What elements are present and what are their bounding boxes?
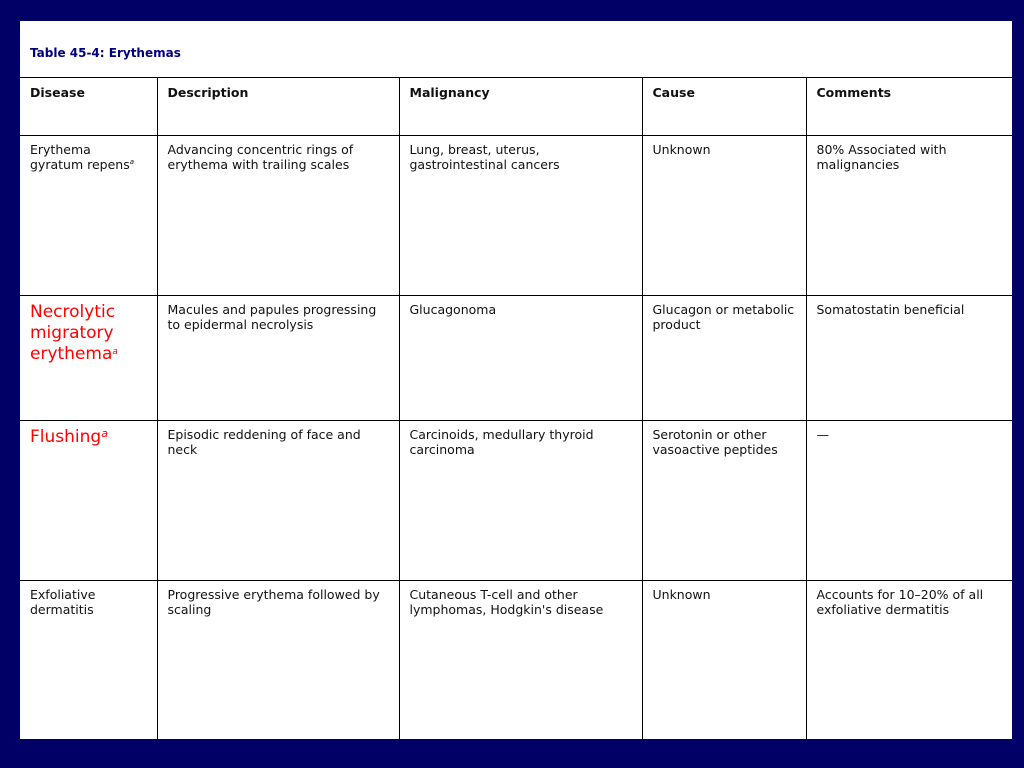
footnote-marker: a [129,157,135,166]
disease-name: Flushing [30,426,102,447]
disease-cell [20,295,157,420]
malignancy-cell: Lung, breast, uterus, gastrointestinal cancers [399,135,642,295]
erythemas-table [20,78,1012,739]
table-row [20,135,1012,295]
header-disease: Disease [20,78,157,135]
comments-cell: 80% Associated with malignancies [806,135,1012,295]
malignancy-cell: Glucagonoma [399,295,642,420]
disease-name: Exfoliative dermatitis [30,586,96,617]
disease-name: Erythema gyratum repens [30,141,130,172]
table-row [20,420,1012,580]
table-title: Table 45-4: Erythemas [30,46,181,60]
table-title-row [20,21,1012,78]
disease-cell [20,420,157,580]
header-row [20,78,1012,135]
table-row [20,295,1012,420]
disease-cell [20,135,157,295]
table-row [20,580,1012,739]
header-malignancy: Malignancy [399,78,642,135]
cause-cell: Glucagon or metabolic product [642,295,806,420]
disease-cell [20,580,157,739]
comments-cell: Somatostatin beneficial [806,295,1012,420]
header-comments: Comments [806,78,1012,135]
header-cause: Cause [642,78,806,135]
description-cell: Macules and papules progressing to epidermal necrolysis [157,295,399,420]
slide [20,21,1012,739]
malignancy-cell: Cutaneous T-cell and other lymphomas, Hodgkin's disease [399,580,642,739]
footnote-marker: a [101,426,108,440]
cause-cell: Serotonin or other vasoactive peptides [642,420,806,580]
footnote-marker: a [112,346,118,357]
description-cell: Episodic reddening of face and neck [157,420,399,580]
comments-cell: Accounts for 10–20% of all exfoliative dermatitis [806,580,1012,739]
description-cell: Advancing concentric rings of erythema with trailing scales [157,135,399,295]
comments-cell: — [806,420,1012,580]
description-cell: Progressive erythema followed by scaling [157,580,399,739]
malignancy-cell: Carcinoids, medullary thyroid carcinoma [399,420,642,580]
cause-cell: Unknown [642,135,806,295]
cause-cell: Unknown [642,580,806,739]
disease-name: Necrolytic migratory erythema [30,301,116,364]
header-description: Description [157,78,399,135]
